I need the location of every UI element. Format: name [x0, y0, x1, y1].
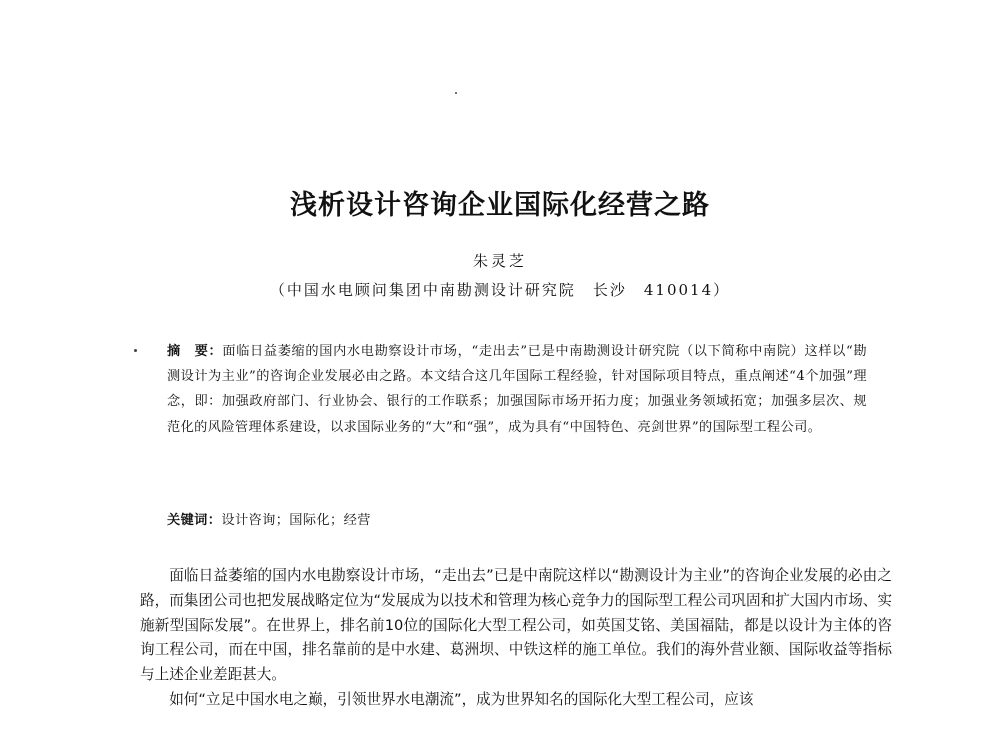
abstract-label: 摘 要：: [167, 344, 223, 359]
abstract: [167, 339, 867, 440]
keywords: [167, 510, 867, 532]
keywords-label: 关键词：: [167, 513, 222, 528]
body-paragraph: 面临日益萎缩的国内水电勘察设计市场，“走出去”已是中南院这样以“勘测设计为主业”的咨询企业发展的必由之路，而集团公司也把发展战略定位为“发展成为以技术和管理为核心竞争力的国际型工程公司巩固和扩大国内市场、实施新型国际发展”。在世界上，排名前10位的国际化大型工程公司，如英国艾铭、美国福陆，都是以设计为主体的咨询工程公司，而在中国，排名靠前的是中水建、葛洲坝、中铁这样的施工单位。我们的海外营业额、国际收益等指标与上述企业差距甚大。: [140, 567, 892, 684]
author-name: 朱灵芝: [472, 252, 527, 270]
keywords-text: 设计咨询；国际化；经营: [221, 513, 371, 528]
paper-title: 浅析设计咨询企业国际化经营之路: [290, 190, 710, 221]
scan-speck: [455, 92, 457, 94]
scan-speck: [134, 349, 137, 352]
abstract-text: 面临日益萎缩的国内水电勘察设计市场，“走出去”已是中南勘测设计研究院（以下简称中南院）这样以“勘测设计为主业”的咨询企业发展必由之路。本文结合这几年国际工程经验，针对国际项目特点，重点阐述“4个加强”理念，即：加强政府部门、行业协会、银行的工作联系；加强国际市场开拓力度；加强业务领域拓宽；加强多层次、规范化的风险管理体系建设，以求国际业务的“大”和“强”，成为具有“中国特色、亮剑世界”的国际型工程公司。: [167, 344, 867, 435]
author-affiliation: （中国水电顾问集团中南勘测设计研究院 长沙 410014）: [269, 281, 731, 299]
body-paragraph: 如何“立足中国水电之巅，引领世界水电潮流”，成为世界知名的国际化大型工程公司，应该: [169, 690, 754, 708]
body-text: [140, 564, 892, 713]
